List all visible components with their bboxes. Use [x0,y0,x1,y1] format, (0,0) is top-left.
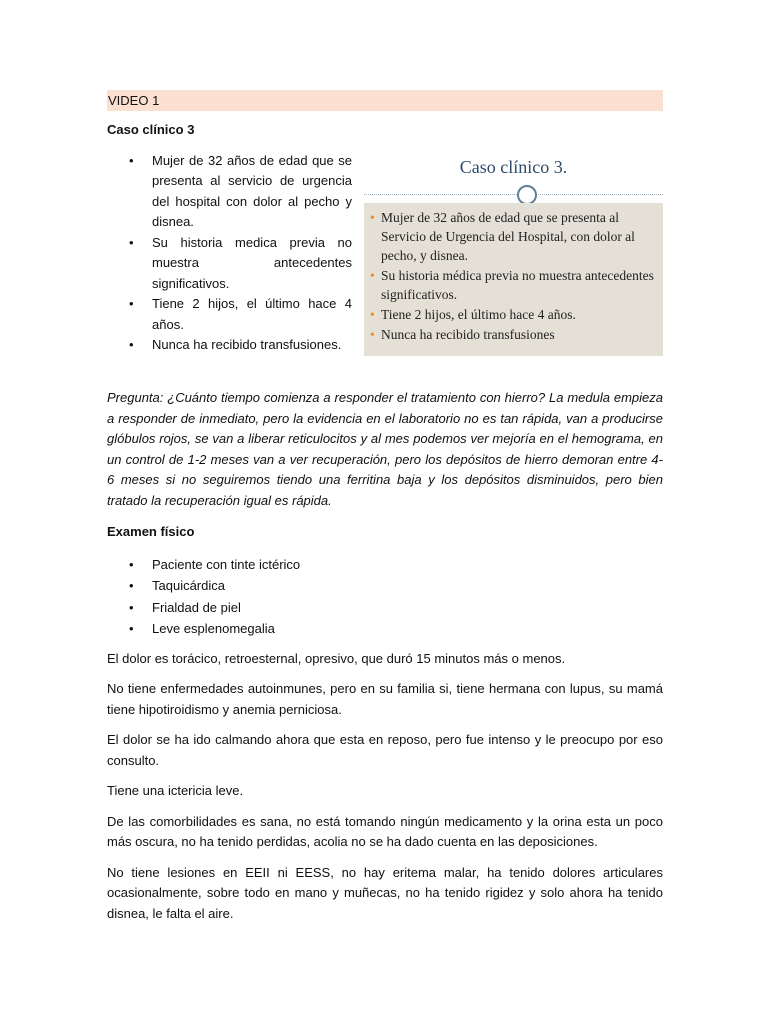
slide-item: • Nunca ha recibido transfusiones [370,325,655,344]
slide-divider [364,194,663,195]
exam-item: • Taquicárdica [107,575,663,597]
body-paragraph: No tiene lesiones en EEII ni EESS, no hay eritema malar, ha tenido dolores articulares ocasionalmente, sobre todo en mano y muñecas, no ha tenido rigidez y solo ahora ha tenido disnea, le falta el aire. [107,864,663,921]
slide-item: • Mujer de 32 años de edad que se presenta al Servicio de Urgencia del Hospital, con dolor al pecho, y disnea. [370,208,655,265]
case-title: Caso clínico 3 [107,122,195,137]
exam-item: • Frialdad de piel [107,597,663,619]
case-item: • Nunca ha recibido transfusiones. [107,335,352,356]
case-list [107,151,352,356]
slide-body [364,203,663,356]
case-text [107,120,352,356]
slide-item: • Tiene 2 hijos, el último hace 4 años. [370,305,655,324]
body-paragraph: De las comorbilidades es sana, no está tomando ningún medicamento y la orina esta un poco más oscura, no ha tenido perdidas, acolia no se ha dado cuenta en las deposiciones. [107,813,663,849]
slide-image [364,150,663,356]
body-paragraph: No tiene enfermedades autoinmunes, pero en su familia si, tiene hermana con lupus, su mamá tiene hipotiroidismo y anemia perniciosa. [107,681,663,717]
video-banner-label: VIDEO 1 [108,93,160,108]
body-paragraph: Tiene una ictericia leve. [107,783,244,798]
document-content [107,90,663,934]
slide-item: • Su historia médica previa no muestra antecedentes significativos. [370,266,655,304]
video-banner [107,90,663,111]
exam-title: Examen físico [107,524,195,539]
case-item: • Tiene 2 hijos, el último hace 4 años. [107,294,352,335]
body-paragraph: El dolor es torácico, retroesternal, opresivo, que duró 15 minutos más o menos. [107,650,566,666]
body-paragraph: El dolor se ha ido calmando ahora que esta en reposo, pero fue intenso y le preocupo por eso consulto. [107,732,663,768]
circle-icon [517,185,537,205]
case-section [107,120,663,388]
case-item: • Mujer de 32 años de edad que se presenta al servicio de urgencia del hospital con dolor al pecho y disnea. [107,151,352,233]
case-item: • Su historia medica previa no muestra antecedentes significativos. [107,233,352,295]
exam-item: • Leve esplenomegalia [107,618,663,640]
exam-list [107,554,663,640]
exam-item: • Paciente con tinte ictérico [107,554,663,576]
slide-list [370,208,655,344]
slide-title: Caso clínico 3. [459,157,568,177]
question-paragraph: Pregunta: ¿Cuánto tiempo comienza a responder el tratamiento con hierro? La medula empieza a responder de inmediato, pero la evidencia en el laboratorio no es tan rápida, van a producirse glóbulos rojos, se van a liberar reticulocitos y al mes podemos ver mejoría en el hemograma, en un control de 1-2 meses van a ver recuperación, pero los depósitos de hierro demoran entre 4- 6 meses si no seguiremos tiendo una ferritina baja y los depósitos disminuidos, pero bien tratado la recuperación igual es rápida. [107,390,663,508]
